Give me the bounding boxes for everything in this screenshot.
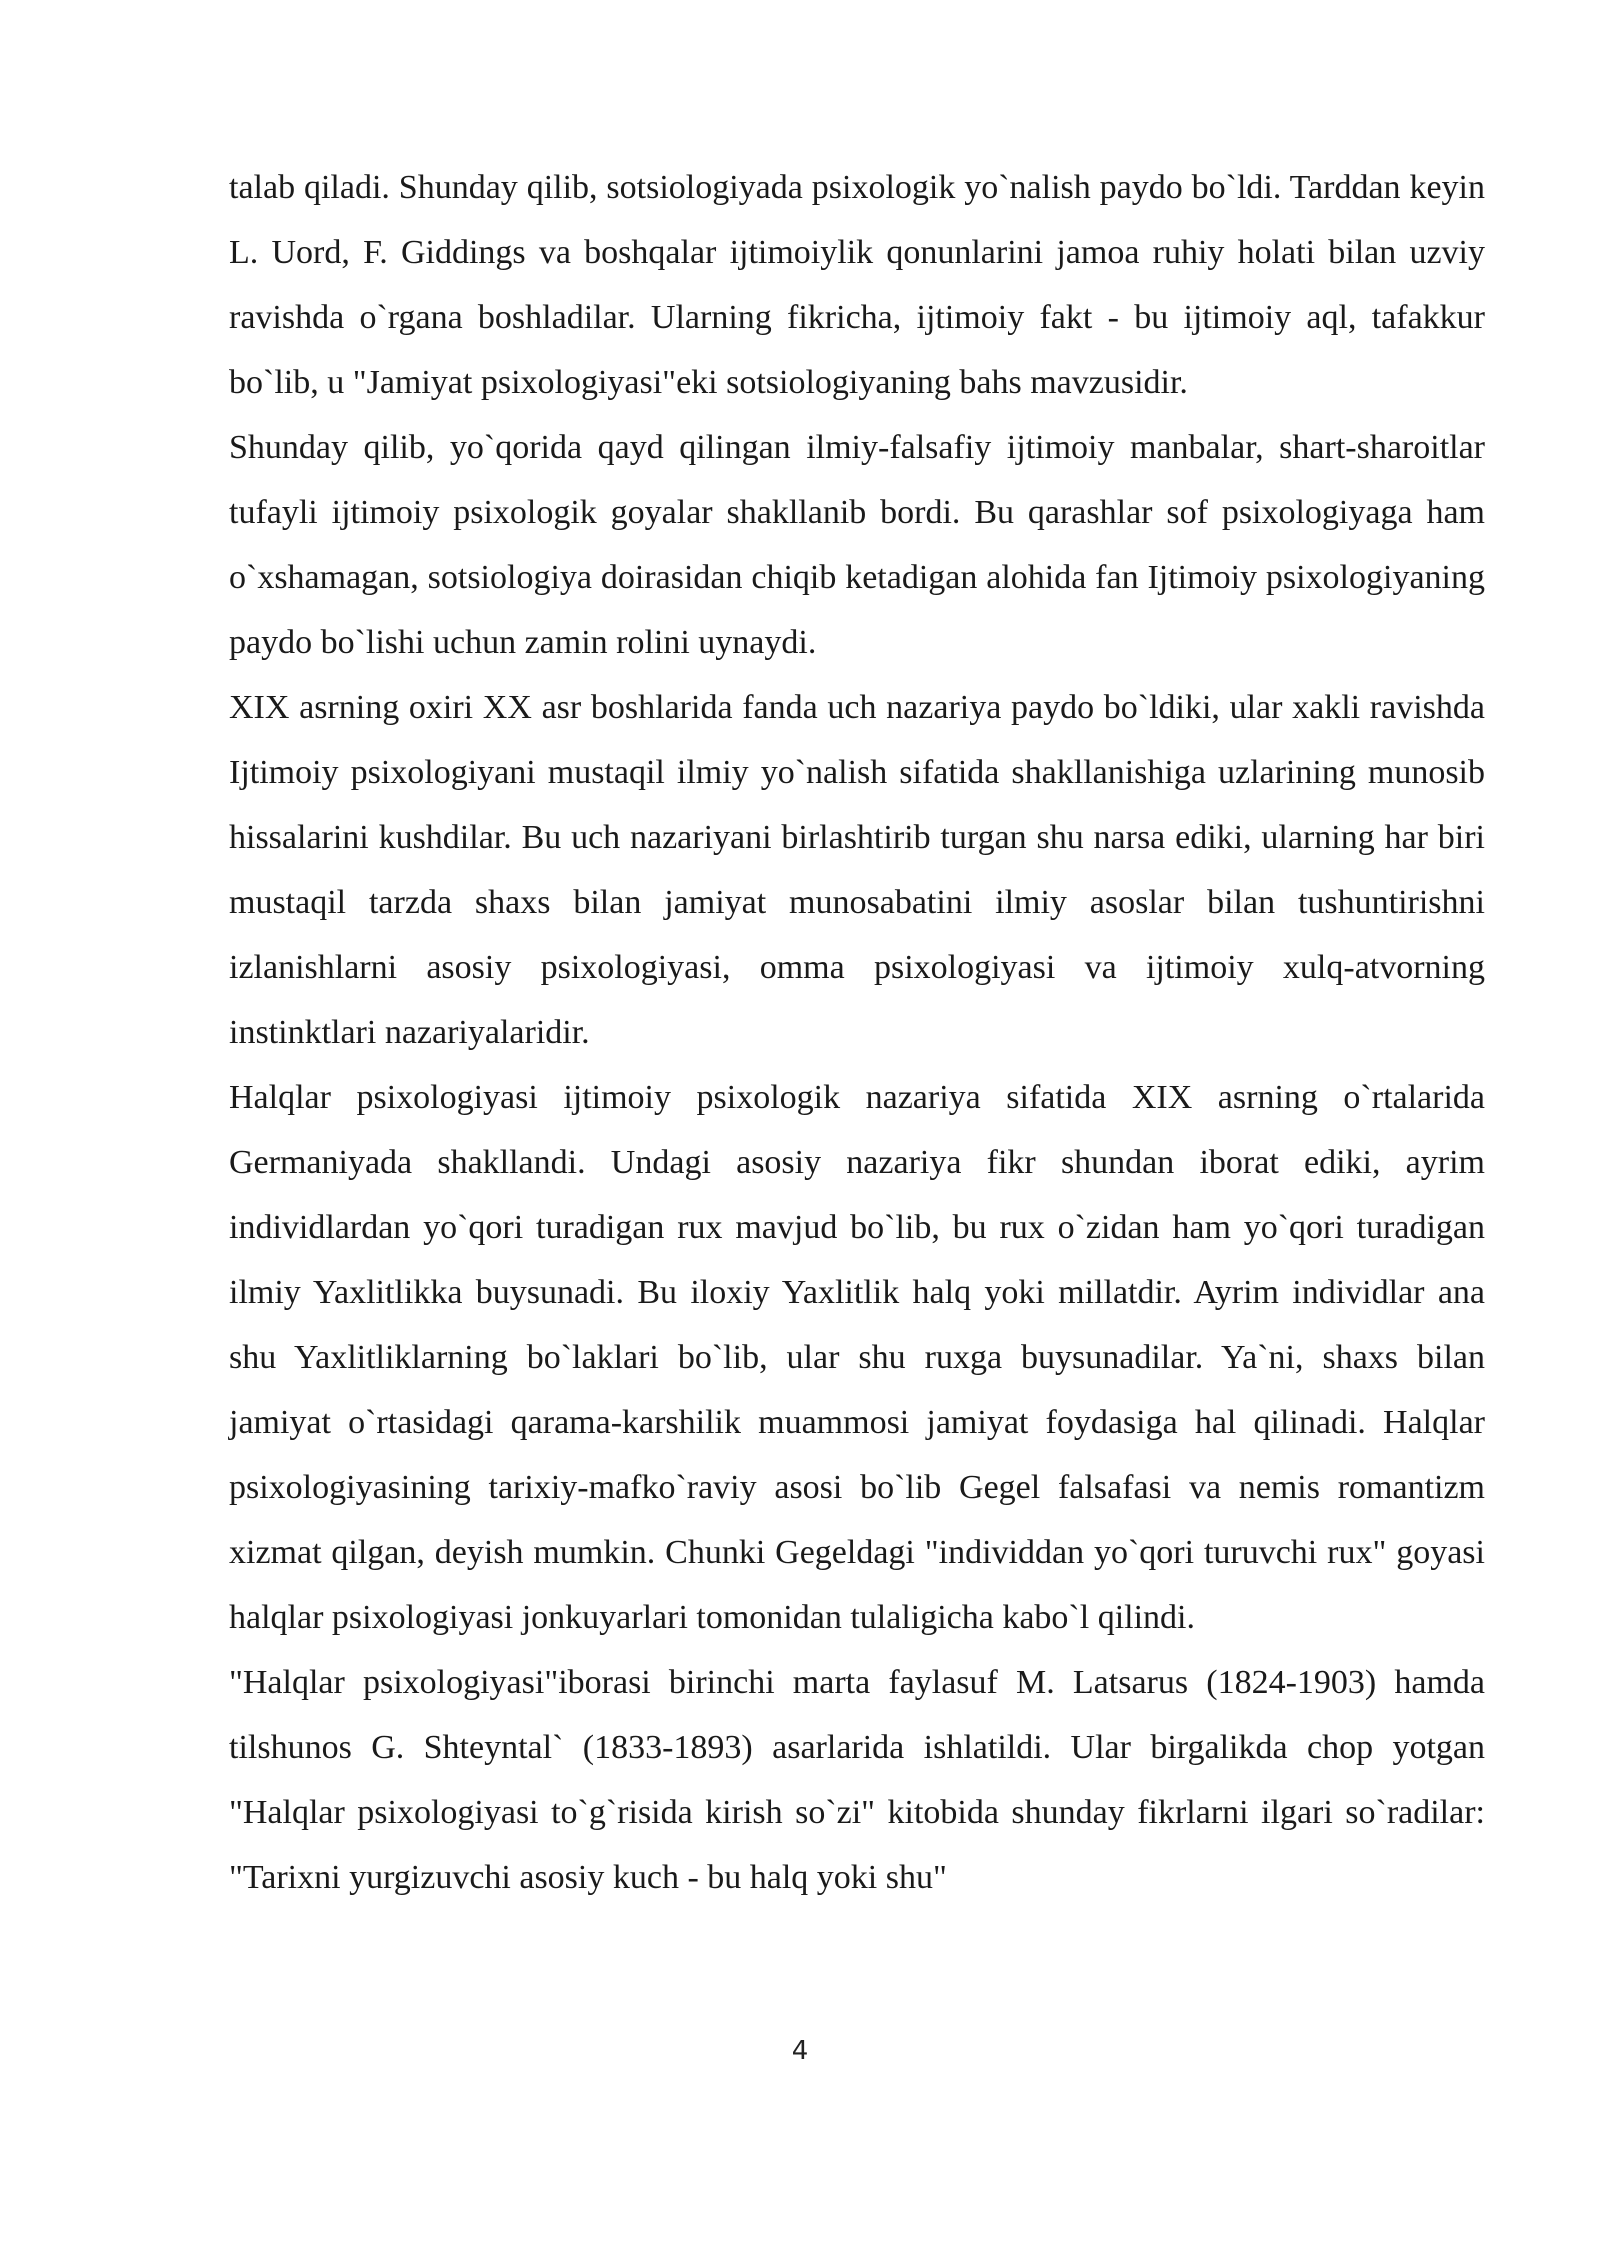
paragraph-1: talab qiladi. Shunday qilib, sotsiologiyada psixologik yo`nalish paydo bo`ldi. Tarddan keyin L. Uord, F. Giddings va boshqalar ijtimoiylik qonunlarini jamoa ruhiy holati bilan uzviy ravishda o`rgana boshladilar. Ularning fikricha, ijtimoiy fakt - bu ijtimoiy aql, tafakkur bo`lib, u "Jamiyat psixologiyasi"eki sotsiologiyaning bahs mavzusidir. xyxy=(229,169,1485,401)
paragraph-2: Shunday qilib, yo`qorida qayd qilingan ilmiy-falsafiy ijtimoiy manbalar, shart-sharoitlar tufayli ijtimoiy psixologik goyalar shakllanib bordi. Bu qarashlar sof psixologiyaga ham o`xshamagan, sotsiologiya doirasidan chiqib ketadigan alohida fan Ijtimoiy psixologiyaning paydo bo`lishi uchun zamin rolini uynaydi. xyxy=(229,429,1485,661)
paragraph-5: "Halqlar psixologiyasi"iborasi birinchi marta faylasuf M. Latsarus (1824-1903) hamda tilshunos G. Shteyntal` (1833-1893) asarlarida ishlatildi. Ular birgalikda chop yotgan "Halqlar psixologiyasi to`g`risida kirish so`zi" kitobida shunday fikrlarni ilgari so`radilar: "Tarixni yurgizuvchi asosiy kuch - bu halq yoki shu" xyxy=(229,1664,1485,1896)
body-text xyxy=(229,155,1485,1910)
page-number: 4 xyxy=(791,2036,809,2066)
paragraph-4: Halqlar psixologiyasi ijtimoiy psixologik nazariya sifatida XIX asrning o`rtalarida Germaniyada shakllandi. Undagi asosiy nazariya fikr shundan iborat ediki, ayrim individlardan yo`qori turadigan rux mavjud bo`lib, bu rux o`zidan ham yo`qori turadigan ilmiy Yaxlitlikka buysunadi. Bu iloxiy Yaxlitlik halq yoki millatdir. Ayrim individlar ana shu Yaxlitliklarning bo`laklari bo`lib, ular shu ruxga buysunadilar. Ya`ni, shaxs bilan jamiyat o`rtasidagi qarama-karshilik muammosi jamiyat foydasiga hal qilinadi. Halqlar psixologiyasining tarixiy-mafko`raviy asosi bo`lib Gegel falsafasi va nemis romantizm xizmat qilgan, deyish mumkin. Chunki Gegeldagi "individdan yo`qori turuvchi rux" goyasi halqlar psixologiyasi jonkuyarlari tomonidan tulaligicha kabo`l qilindi. xyxy=(229,1079,1485,1636)
paragraph-3: XIX asrning oxiri XX asr boshlarida fanda uch nazariya paydo bo`ldiki, ular xakli ravishda Ijtimoiy psixologiyani mustaqil ilmiy yo`nalish sifatida shakllanishiga uzlarining munosib hissalarini kushdilar. Bu uch nazariyani birlashtirib turgan shu narsa ediki, ularning har biri mustaqil tarzda shaxs bilan jamiyat munosabatini ilmiy asoslar bilan tushuntirishni izlanishlarni asosiy psixologiyasi, omma psixologiyasi va ijtimoiy xulq-atvorning instinktlari nazariyalaridir. xyxy=(229,689,1485,1051)
